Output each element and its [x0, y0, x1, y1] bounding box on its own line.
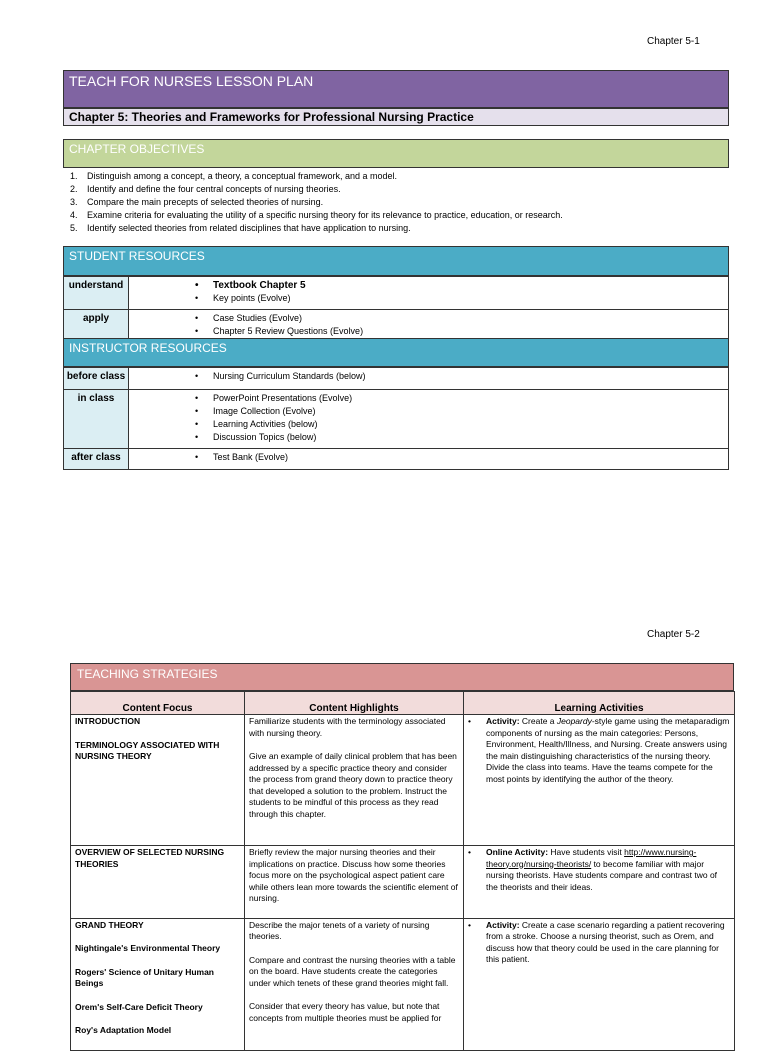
instructor-resources-table: [63, 367, 729, 470]
content-focus-cell: GRAND THEORY Nightingale's Environmental Theory Rogers' Science of Unitary Human Beings Orem's Self-Care Deficit Theory Roy's Adaptation Model: [71, 918, 245, 1050]
teaching-strategies-table: [70, 691, 735, 1051]
objective-item: 4. Examine criteria for evaluating the utility of a specific nursing theory for its relevance to practice, education, or research.: [70, 210, 563, 220]
nursing-theory-link[interactable]: http://www.nursing-theory.org/nursing-theorists/: [486, 847, 697, 869]
resource-item: • Key points (Evolve): [213, 292, 728, 305]
column-header: Content Highlights: [245, 692, 464, 715]
objective-item: 3. Compare the main precepts of selected theories of nursing.: [70, 197, 324, 207]
resource-label: in class: [64, 390, 129, 449]
objectives-list: [70, 170, 563, 235]
resource-item: • PowerPoint Presentations (Evolve): [213, 392, 728, 405]
student-resources-heading: STUDENT RESOURCES: [63, 246, 729, 276]
content-highlights-cell: Familiarize students with the terminology associated with nursing theory. Give an example of daily clinical problem that has been addressed by a specific practice theory and consider the process from grand theory down to practice theory that developed a solution to the problem. Instruct the students to be mindful of this process as they read through this chapter.: [245, 715, 464, 846]
student-resources-table: [63, 276, 729, 343]
resource-row: [64, 449, 729, 470]
table-row: [71, 715, 735, 846]
resource-item: • Learning Activities (below): [213, 418, 728, 431]
objective-item: 2. Identify and define the four central concepts of nursing theories.: [70, 184, 341, 194]
resource-label: apply: [64, 310, 129, 343]
resource-label: after class: [64, 449, 129, 470]
resource-item: • Discussion Topics (below): [213, 431, 728, 444]
objective-item: 5. Identify selected theories from related disciplines that have application to nursing.: [70, 223, 411, 233]
resource-item: • Image Collection (Evolve): [213, 405, 728, 418]
resource-item: • Test Bank (Evolve): [213, 451, 728, 464]
page-header: Chapter 5-2: [647, 629, 700, 640]
resource-item: • Chapter 5 Review Questions (Evolve): [213, 325, 728, 338]
chapter-subtitle: Chapter 5: Theories and Frameworks for Professional Nursing Practice: [63, 108, 729, 126]
resource-label: understand: [64, 277, 129, 310]
column-header: Content Focus: [71, 692, 245, 715]
table-row: [71, 846, 735, 919]
resource-row: [64, 277, 729, 310]
objective-item: 1. Distinguish among a concept, a theory, a conceptual framework, and a model.: [70, 171, 398, 181]
column-header: Learning Activities: [464, 692, 735, 715]
instructor-resources-heading: INSTRUCTOR RESOURCES: [63, 338, 729, 367]
objectives-heading: CHAPTER OBJECTIVES: [63, 139, 729, 168]
resource-item: • Case Studies (Evolve): [213, 312, 728, 325]
resource-item: • Textbook Chapter 5: [213, 279, 728, 292]
resource-label: before class: [64, 368, 129, 390]
table-row: [71, 918, 735, 1050]
learning-activities-cell: • Activity: Create a Jeopardy-style game using the metaparadigm components of nursing as the main categories: Persons, Environment, Health/Illness, and Nursing. Create answers using the main distinguishing characteristics of the nursing theory. Divide the class into teams. Have the teams compete for the most points by identifying the author of the theory.: [464, 715, 735, 846]
resource-row: [64, 390, 729, 449]
resource-item: • Nursing Curriculum Standards (below): [213, 370, 728, 383]
lesson-plan-title: TEACH FOR NURSES LESSON PLAN: [63, 70, 729, 108]
teaching-strategies-heading: TEACHING STRATEGIES: [70, 663, 734, 691]
page-header: Chapter 5-1: [647, 36, 700, 47]
learning-activities-cell: • Online Activity: Have students visit http://www.nursing-theory.org/nursing-theorists/ to become familiar with major nursing theorists. Have students compare and contrast two of the theorists and their ideas.: [464, 846, 735, 919]
content-highlights-cell: Describe the major tenets of a variety of nursing theories. Compare and contrast the nursing theories with a table on the board. Have students create the categories under which tenets of these grand theories might fall. Consider that every theory has value, but note that concepts from multiple theories must be applied for: [245, 918, 464, 1050]
content-highlights-cell: Briefly review the major nursing theories and their implications on practice. Discuss how some theories focus more on the psychological aspect patient care while others lean more towards the scientific element of nursing.: [245, 846, 464, 919]
table-header-row: [71, 692, 735, 715]
learning-activities-cell: • Activity: Create a case scenario regarding a patient recovering from a stroke. Choose a nursing theorist, such as Orem, and discuss how that theory could be used in the care planning for this patient.: [464, 918, 735, 1050]
content-focus-cell: OVERVIEW OF SELECTED NURSING THEORIES: [71, 846, 245, 919]
content-focus-cell: INTRODUCTION TERMINOLOGY ASSOCIATED WITH NURSING THEORY: [71, 715, 245, 846]
resource-row: [64, 368, 729, 390]
